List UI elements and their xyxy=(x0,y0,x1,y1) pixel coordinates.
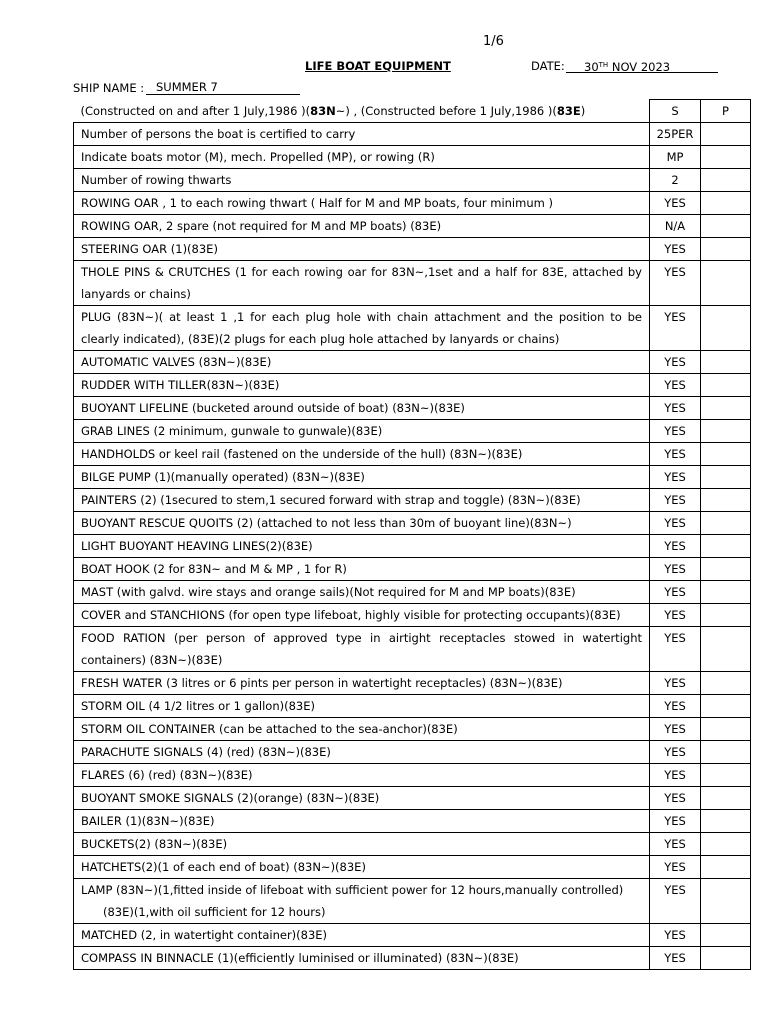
equipment-item xyxy=(74,420,650,443)
table-row xyxy=(74,856,751,879)
equipment-item-text: BUOYANT LIFELINE (bucketed around outside of boat) (83N~)(83E) xyxy=(81,401,465,415)
table-row xyxy=(74,558,751,581)
status-s-cell: YES xyxy=(650,764,701,787)
equipment-item-text: THOLE PINS & CRUTCHES (1 for each rowing oar for 83N~,1set and a half for 83E, attached by lanyards or chains) xyxy=(81,265,642,301)
equipment-item-text: STORM OIL (4 1/2 litres or 1 gallon)(83E) xyxy=(81,699,315,713)
equipment-table-body xyxy=(74,100,751,970)
table-row xyxy=(74,718,751,741)
equipment-item-text: FRESH WATER (3 litres or 6 pints per person in watertight receptacles) (83N~)(83E) xyxy=(81,676,563,690)
status-p-cell xyxy=(701,351,751,374)
status-p-cell xyxy=(701,146,751,169)
status-p-cell xyxy=(701,512,751,535)
status-s-cell: YES xyxy=(650,351,701,374)
status-p-cell xyxy=(701,810,751,833)
status-s-cell: YES xyxy=(650,535,701,558)
status-p-cell xyxy=(701,672,751,695)
date-day: 30 xyxy=(584,60,599,74)
status-s-cell: YES xyxy=(650,879,701,924)
status-s-cell: YES xyxy=(650,238,701,261)
status-s-cell: YES xyxy=(650,833,701,856)
status-p-cell xyxy=(701,123,751,146)
status-p-cell xyxy=(701,215,751,238)
header-text-b: ~) , (Constructed before 1 July,1986 )( xyxy=(335,103,557,118)
equipment-item-text: RUDDER WITH TILLER(83N~)(83E) xyxy=(81,378,280,392)
equipment-item xyxy=(74,947,650,970)
document-title: LIFE BOAT EQUIPMENT xyxy=(305,59,451,73)
status-p-cell xyxy=(701,169,751,192)
equipment-item-text: BILGE PUMP (1)(manually operated) (83N~)(83E) xyxy=(81,470,365,484)
status-p-cell xyxy=(701,787,751,810)
equipment-item xyxy=(74,718,650,741)
equipment-item xyxy=(74,879,650,924)
table-row xyxy=(74,169,751,192)
table-row xyxy=(74,764,751,787)
equipment-item xyxy=(74,192,650,215)
equipment-item-text: LIGHT BUOYANT HEAVING LINES(2)(83E) xyxy=(81,539,313,553)
status-s-cell: YES xyxy=(650,947,701,970)
equipment-item-text: STEERING OAR (1)(83E) xyxy=(81,242,218,256)
table-row xyxy=(74,351,751,374)
equipment-item-text: BUCKETS(2) (83N~)(83E) xyxy=(81,837,228,851)
equipment-item-text: BAILER (1)(83N~)(83E) xyxy=(81,814,215,828)
status-p-cell xyxy=(701,374,751,397)
table-row xyxy=(74,215,751,238)
equipment-item xyxy=(74,306,650,351)
equipment-item-text: BUOYANT RESCUE QUOITS (2) (attached to not less than 30m of buoyant line)(83N~) xyxy=(81,516,572,530)
equipment-item-text: FOOD RATION (per person of approved type in airtight receptacles stowed in watertight containers) (83N~)(83E) xyxy=(81,631,642,667)
equipment-item-text: AUTOMATIC VALVES (83N~)(83E) xyxy=(81,355,272,369)
status-p-cell xyxy=(701,718,751,741)
table-row xyxy=(74,123,751,146)
equipment-item-text: PAINTERS (2) (1secured to stem,1 secured forward with strap and toggle) (83N~)(83E) xyxy=(81,493,581,507)
equipment-item-text: Number of persons the boat is certified to carry xyxy=(81,127,356,141)
status-s-cell: YES xyxy=(650,718,701,741)
date-label: DATE: xyxy=(531,59,565,73)
status-s-cell: YES xyxy=(650,695,701,718)
equipment-item-text: LAMP (83N~)(1,fitted inside of lifeboat with sufficient power for 12 hours,manually controlled) xyxy=(81,883,624,897)
equipment-item xyxy=(74,466,650,489)
ship-name-label: SHIP NAME : xyxy=(73,81,145,95)
equipment-item-text: BUOYANT SMOKE SIGNALS (2)(orange) (83N~)(83E) xyxy=(81,791,380,805)
equipment-item-text: PARACHUTE SIGNALS (4) (red) (83N~)(83E) xyxy=(81,745,331,759)
equipment-item xyxy=(74,169,650,192)
status-p-cell xyxy=(701,924,751,947)
column-header-s: S xyxy=(650,100,701,123)
equipment-item-text: HANDHOLDS or keel rail (fastened on the underside of the hull) (83N~)(83E) xyxy=(81,447,523,461)
status-s-cell: YES xyxy=(650,627,701,672)
status-s-cell: N/A xyxy=(650,215,701,238)
equipment-item-text: COMPASS IN BINNACLE (1)(efficiently luminised or illuminated) (83N~)(83E) xyxy=(81,951,519,965)
equipment-item-text: GRAB LINES (2 minimum, gunwale to gunwale)(83E) xyxy=(81,424,383,438)
status-s-cell: YES xyxy=(650,261,701,306)
table-row xyxy=(74,238,751,261)
status-s-cell: YES xyxy=(650,604,701,627)
equipment-item-text: HATCHETS(2)(1 of each end of boat) (83N~)(83E) xyxy=(81,860,366,874)
equipment-item xyxy=(74,856,650,879)
status-p-cell xyxy=(701,741,751,764)
header-text-c: ) xyxy=(580,103,586,118)
status-s-cell: 25PER xyxy=(650,123,701,146)
equipment-item xyxy=(74,581,650,604)
equipment-item-text: ROWING OAR, 2 spare (not required for M and MP boats) (83E) xyxy=(81,219,442,233)
status-p-cell xyxy=(701,581,751,604)
table-row xyxy=(74,306,751,351)
equipment-item-text: MAST (with galvd. wire stays and orange sails)(Not required for M and MP boats)(83E) xyxy=(81,585,576,599)
equipment-item xyxy=(74,374,650,397)
table-row xyxy=(74,672,751,695)
status-s-cell: YES xyxy=(650,581,701,604)
status-s-cell: YES xyxy=(650,192,701,215)
table-row xyxy=(74,879,751,924)
status-p-cell xyxy=(701,627,751,672)
table-row xyxy=(74,374,751,397)
equipment-item xyxy=(74,695,650,718)
equipment-item xyxy=(74,443,650,466)
equipment-item xyxy=(74,238,650,261)
equipment-item-text: STORM OIL CONTAINER (can be attached to the sea-anchor)(83E) xyxy=(81,722,458,736)
status-p-cell xyxy=(701,306,751,351)
status-p-cell xyxy=(701,856,751,879)
table-row xyxy=(74,192,751,215)
equipment-item xyxy=(74,604,650,627)
date-rest: NOV 2023 xyxy=(608,60,671,74)
status-s-cell: YES xyxy=(650,741,701,764)
equipment-item-text: PLUG (83N~)( at least 1 ,1 for each plug hole with chain attachment and the position to be clearly indicated), (83E)(2 plugs for each plug hole attached by lanyards or chains) xyxy=(81,310,642,346)
status-s-cell: YES xyxy=(650,810,701,833)
equipment-item-text: COVER and STANCHIONS (for open type lifeboat, highly visible for protecting occupants)(83E) xyxy=(81,608,621,622)
table-row xyxy=(74,787,751,810)
equipment-item xyxy=(74,261,650,306)
table-row xyxy=(74,695,751,718)
equipment-item-text: BOAT HOOK (2 for 83N~ and M & MP , 1 for R) xyxy=(81,562,347,576)
status-p-cell xyxy=(701,833,751,856)
ship-name-field: SUMMER 7 xyxy=(146,81,300,95)
equipment-item xyxy=(74,810,650,833)
status-p-cell xyxy=(701,764,751,787)
status-p-cell xyxy=(701,238,751,261)
construction-header xyxy=(74,100,650,123)
equipment-item xyxy=(74,512,650,535)
table-row xyxy=(74,604,751,627)
equipment-item xyxy=(74,833,650,856)
equipment-item xyxy=(74,351,650,374)
date-field xyxy=(566,59,718,73)
equipment-item xyxy=(74,764,650,787)
status-s-cell: YES xyxy=(650,558,701,581)
table-row xyxy=(74,420,751,443)
status-s-cell: YES xyxy=(650,787,701,810)
equipment-table xyxy=(73,99,751,970)
header-bold-b: 83E xyxy=(556,103,581,118)
table-row xyxy=(74,397,751,420)
status-p-cell xyxy=(701,879,751,924)
status-p-cell xyxy=(701,420,751,443)
table-row xyxy=(74,810,751,833)
equipment-item-text: Number of rowing thwarts xyxy=(81,173,232,187)
status-s-cell: YES xyxy=(650,397,701,420)
status-s-cell: YES xyxy=(650,856,701,879)
equipment-item xyxy=(74,535,650,558)
equipment-item xyxy=(74,924,650,947)
status-p-cell xyxy=(701,397,751,420)
table-row xyxy=(74,581,751,604)
table-row xyxy=(74,833,751,856)
header-text-a: (Constructed on and after 1 July,1986 )( xyxy=(80,103,311,118)
status-s-cell: YES xyxy=(650,489,701,512)
equipment-item xyxy=(74,489,650,512)
equipment-item xyxy=(74,123,650,146)
date-suffix: TH xyxy=(598,61,609,69)
table-header-row xyxy=(74,100,751,123)
table-row xyxy=(74,741,751,764)
status-p-cell xyxy=(701,466,751,489)
status-s-cell: YES xyxy=(650,466,701,489)
table-row xyxy=(74,947,751,970)
status-s-cell: YES xyxy=(650,443,701,466)
equipment-item xyxy=(74,558,650,581)
status-p-cell xyxy=(701,558,751,581)
status-s-cell: YES xyxy=(650,306,701,351)
status-p-cell xyxy=(701,695,751,718)
equipment-item-text: Indicate boats motor (M), mech. Propelled (MP), or rowing (R) xyxy=(81,150,435,164)
status-p-cell xyxy=(701,489,751,512)
column-header-p: P xyxy=(701,100,751,123)
status-s-cell: 2 xyxy=(650,169,701,192)
equipment-item-text: MATCHED (2, in watertight container)(83E) xyxy=(81,928,328,942)
table-row xyxy=(74,146,751,169)
header-bold-a: 83N xyxy=(310,103,336,118)
equipment-item xyxy=(74,741,650,764)
equipment-item xyxy=(74,627,650,672)
status-s-cell: YES xyxy=(650,924,701,947)
equipment-item-text: FLARES (6) (red) (83N~)(83E) xyxy=(81,768,253,782)
status-s-cell: YES xyxy=(650,420,701,443)
equipment-item xyxy=(74,787,650,810)
equipment-item-text: ROWING OAR , 1 to each rowing thwart ( Half for M and MP boats, four minimum ) xyxy=(81,196,553,210)
status-s-cell: MP xyxy=(650,146,701,169)
table-row xyxy=(74,489,751,512)
equipment-item-text-line2: (83E)(1,with oil sufficient for 12 hours) xyxy=(103,905,326,919)
equipment-item xyxy=(74,397,650,420)
equipment-item xyxy=(74,215,650,238)
page-number: 1/6 xyxy=(483,34,504,49)
table-row xyxy=(74,512,751,535)
table-row xyxy=(74,924,751,947)
status-p-cell xyxy=(701,261,751,306)
equipment-item xyxy=(74,146,650,169)
table-row xyxy=(74,443,751,466)
equipment-item xyxy=(74,672,650,695)
table-row xyxy=(74,627,751,672)
table-row xyxy=(74,535,751,558)
status-s-cell: YES xyxy=(650,374,701,397)
status-p-cell xyxy=(701,604,751,627)
status-p-cell xyxy=(701,192,751,215)
table-row xyxy=(74,466,751,489)
status-p-cell xyxy=(701,947,751,970)
table-row xyxy=(74,261,751,306)
status-p-cell xyxy=(701,443,751,466)
status-s-cell: YES xyxy=(650,672,701,695)
status-p-cell xyxy=(701,535,751,558)
status-s-cell: YES xyxy=(650,512,701,535)
